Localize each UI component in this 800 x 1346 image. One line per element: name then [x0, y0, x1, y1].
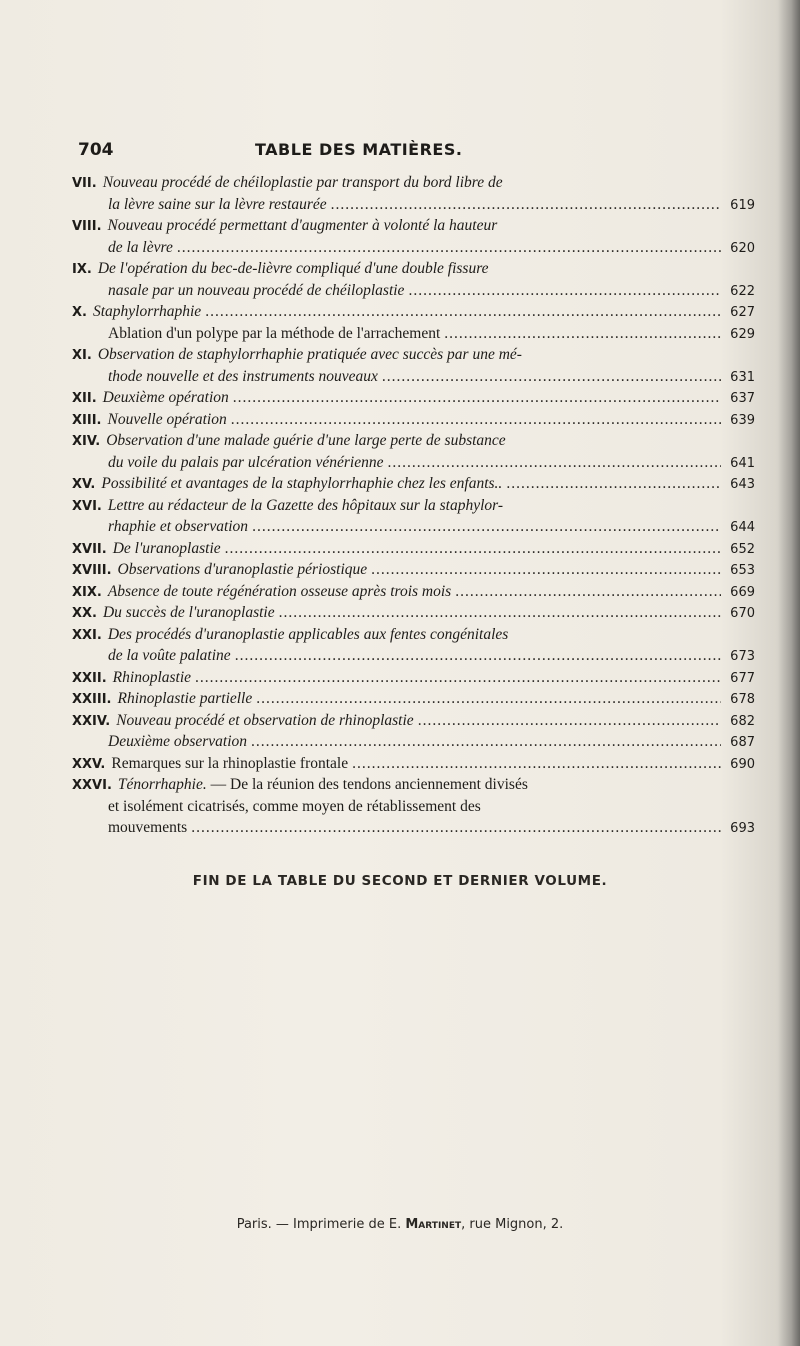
toc-page-number: 631	[730, 369, 755, 385]
imprint-prefix: Paris. — Imprimerie de E.	[236, 1217, 402, 1232]
dot-leader	[233, 387, 721, 409]
toc-page-number: 678	[730, 692, 755, 707]
toc-entry	[72, 688, 755, 710]
toc-line	[72, 710, 755, 732]
toc-line	[72, 667, 755, 689]
toc-line	[72, 280, 755, 302]
toc-page-number: 687	[730, 735, 755, 750]
toc-entry-number: X.	[72, 305, 87, 320]
toc-line	[72, 172, 755, 194]
toc-entry-text: Des procédés d'uranoplastie applicables aux fentes congénitales	[107, 625, 509, 643]
dot-leader	[251, 731, 721, 753]
dot-leader	[455, 581, 721, 603]
toc-entry-text: Ablation d'un polype par la méthode de l'arrachement	[108, 324, 441, 342]
toc-entry-text: Lettre au rédacteur de la Gazette des hôpitaux sur la staphylor-	[107, 496, 504, 514]
imprint-printer: Martinet	[405, 1217, 462, 1232]
toc-entry-text: thode nouvelle et des instruments nouveaux	[108, 367, 378, 385]
toc-entry-text: Deuxième opération	[102, 389, 229, 406]
imprint-suffix: , rue Mignon, 2.	[461, 1217, 564, 1232]
dot-leader	[506, 473, 721, 495]
toc-entry-text: Rhinoplastie partielle	[117, 690, 253, 707]
toc-line	[72, 237, 755, 259]
toc-entry	[72, 344, 755, 387]
dot-leader	[177, 237, 721, 259]
toc-entry-text: Ténorrhaphie. — De la réunion des tendons anciennement divisés	[117, 776, 528, 793]
toc-entry-text: de la voûte palatine	[108, 647, 231, 664]
imprint	[0, 1217, 800, 1232]
toc-page-number: 673	[730, 649, 755, 664]
toc-line	[72, 301, 755, 323]
toc-entry-text: la lèvre saine sur la lèvre restaurée	[108, 195, 327, 213]
toc-line	[72, 430, 755, 452]
toc-entry	[72, 559, 755, 581]
toc-line	[72, 817, 755, 839]
toc-entry-text: Nouvelle opération	[107, 410, 227, 428]
toc-entry-number: XIX.	[72, 584, 102, 600]
toc-entry	[72, 409, 755, 431]
toc-entry	[72, 495, 755, 538]
toc-line	[72, 258, 755, 280]
toc-line	[72, 409, 755, 431]
toc-entry-number: XX.	[72, 606, 97, 621]
toc-entry-number: XI.	[72, 348, 92, 363]
dot-leader	[331, 194, 721, 216]
toc-entry	[72, 538, 755, 560]
toc-page-number: 690	[730, 756, 755, 772]
toc-entry-number: VIII.	[72, 219, 102, 234]
toc-entry-text: Deuxième observation	[108, 733, 248, 750]
toc-entry-text: Remarques sur la rhinoplastie frontale	[111, 754, 349, 772]
toc-page-number: 693	[730, 821, 755, 836]
dot-leader	[371, 559, 721, 581]
toc-entry	[72, 710, 755, 732]
toc-entry-text: rhaphie et observation	[108, 518, 249, 535]
toc-page-number: 653	[730, 563, 755, 578]
toc-entry-text: De l'uranoplastie	[112, 539, 221, 557]
toc-entry-text: Rhinoplastie	[112, 668, 192, 686]
toc-page-number: 620	[730, 240, 755, 256]
italic-term: Ténorrhaphie.	[117, 776, 207, 793]
toc-entry	[72, 753, 755, 775]
closing-line: FIN DE LA TABLE DU SECOND ET DERNIER VOLUME.	[192, 873, 608, 889]
toc-page-number: 639	[730, 412, 755, 428]
toc-page-number: 644	[730, 520, 755, 535]
toc-line	[72, 538, 755, 560]
toc-entry-text: Possibilité et avantages de la staphylorrhaphie chez les enfants..	[101, 475, 503, 492]
dot-leader	[408, 280, 721, 302]
toc-entry-number: XVI.	[72, 498, 102, 514]
toc-entry-text: Observation de staphylorrhaphie pratiquée avec succès par une mé-	[97, 346, 522, 363]
toc-entry-number: XXIV.	[72, 713, 111, 729]
toc-page-number: 622	[730, 283, 755, 299]
dot-leader	[191, 817, 721, 839]
toc-entry-text: Nouveau procédé et observation de rhinoplastie	[116, 711, 414, 729]
toc-page-number: 682	[730, 713, 755, 729]
toc-page-number: 652	[730, 541, 755, 557]
toc-entry-text: et isolément cicatrisés, comme moyen de rétablissement des	[108, 797, 481, 815]
toc-entry-text: du voile du palais par ulcération vénérienne	[108, 453, 384, 471]
dot-leader	[225, 538, 721, 560]
dot-leader	[252, 516, 721, 538]
toc-line	[72, 731, 755, 753]
toc-entry	[72, 602, 755, 624]
toc-entry-number: IX.	[72, 262, 92, 277]
toc-entry	[72, 215, 755, 258]
toc-entry-text: De l'opération du bec-de-lièvre compliqué d'une double fissure	[97, 260, 489, 277]
dot-leader	[444, 323, 721, 345]
toc-line	[72, 452, 755, 474]
toc-line	[72, 581, 755, 603]
dot-leader	[418, 710, 721, 732]
toc-line	[72, 774, 755, 796]
toc-entry	[72, 258, 755, 301]
toc-entry-text: nasale par un nouveau procédé de chéiloplastie	[108, 281, 405, 299]
toc-page-number: 637	[730, 391, 755, 406]
toc-page-number: 677	[730, 670, 755, 686]
toc-entry	[72, 731, 755, 753]
toc-entry-text: Nouveau procédé permettant d'augmenter à volonté la hauteur	[107, 217, 498, 234]
toc-entry-number: XV.	[72, 477, 96, 492]
dot-leader	[195, 667, 721, 689]
toc-entry-number: XVIII.	[72, 563, 112, 578]
toc-entry-text: Staphylorrhaphie	[92, 303, 202, 320]
dot-leader	[235, 645, 721, 667]
table-of-contents	[72, 172, 755, 839]
toc-entry-text: de la lèvre	[108, 238, 173, 256]
dot-leader	[205, 301, 721, 323]
toc-entry	[72, 473, 755, 495]
toc-line	[72, 366, 755, 388]
toc-page-number: 641	[730, 455, 755, 471]
toc-line	[72, 344, 755, 366]
toc-page-number: 627	[730, 305, 755, 320]
toc-entry	[72, 624, 755, 667]
toc-line	[72, 796, 755, 818]
toc-line	[72, 753, 755, 775]
toc-entry-number: VII.	[72, 176, 97, 191]
dot-leader	[231, 409, 721, 431]
dot-leader	[388, 452, 722, 474]
toc-entry-number: XIII.	[72, 412, 102, 428]
toc-page-number: 629	[730, 326, 755, 342]
toc-line	[72, 495, 755, 517]
toc-entry-number: XXI.	[72, 627, 102, 643]
toc-entry	[72, 323, 755, 345]
toc-line	[72, 194, 755, 216]
toc-entry-number: XXVI.	[72, 778, 112, 793]
toc-entry-number: XII.	[72, 391, 97, 406]
dot-leader	[256, 688, 721, 710]
toc-page-number: 619	[730, 197, 755, 213]
dot-leader	[352, 753, 721, 775]
toc-entry-text: Nouveau procédé de chéiloplastie par transport du bord libre de	[102, 174, 503, 191]
toc-line	[72, 215, 755, 237]
toc-line	[72, 624, 755, 646]
toc-entry	[72, 172, 755, 215]
dot-leader	[382, 366, 721, 388]
toc-entry-text: Absence de toute régénération osseuse après trois mois	[107, 582, 452, 600]
toc-line	[72, 473, 755, 495]
toc-page-number: 669	[730, 584, 755, 600]
toc-entry	[72, 667, 755, 689]
toc-line	[72, 688, 755, 710]
toc-entry-text: mouvements	[108, 819, 188, 836]
toc-line	[72, 602, 755, 624]
toc-line	[72, 323, 755, 345]
toc-entry-text: Du succès de l'uranoplastie	[102, 604, 275, 621]
page-header	[78, 140, 758, 164]
page-edge-shadow	[778, 0, 800, 1346]
toc-entry-text: Observation d'une malade guérie d'une large perte de substance	[106, 432, 506, 449]
toc-entry	[72, 774, 755, 839]
toc-entry-number: XXIII.	[72, 692, 112, 707]
toc-entry-number: XVII.	[72, 541, 107, 557]
toc-entry	[72, 581, 755, 603]
toc-entry	[72, 430, 755, 473]
toc-entry-text: Observations d'uranoplastie périostique	[117, 561, 368, 578]
toc-entry-number: XIV.	[72, 434, 101, 449]
toc-entry	[72, 387, 755, 409]
toc-line	[72, 516, 755, 538]
toc-line	[72, 559, 755, 581]
dot-leader	[279, 602, 721, 624]
toc-entry-number: XXII.	[72, 670, 107, 686]
toc-page-number: 643	[730, 477, 755, 492]
toc-line	[72, 387, 755, 409]
toc-line	[72, 645, 755, 667]
toc-entry	[72, 301, 755, 323]
page-number: 704	[78, 140, 114, 160]
toc-entry-number: XXV.	[72, 756, 106, 772]
running-title: TABLE DES MATIÈRES.	[255, 140, 463, 159]
toc-page-number: 670	[730, 606, 755, 621]
